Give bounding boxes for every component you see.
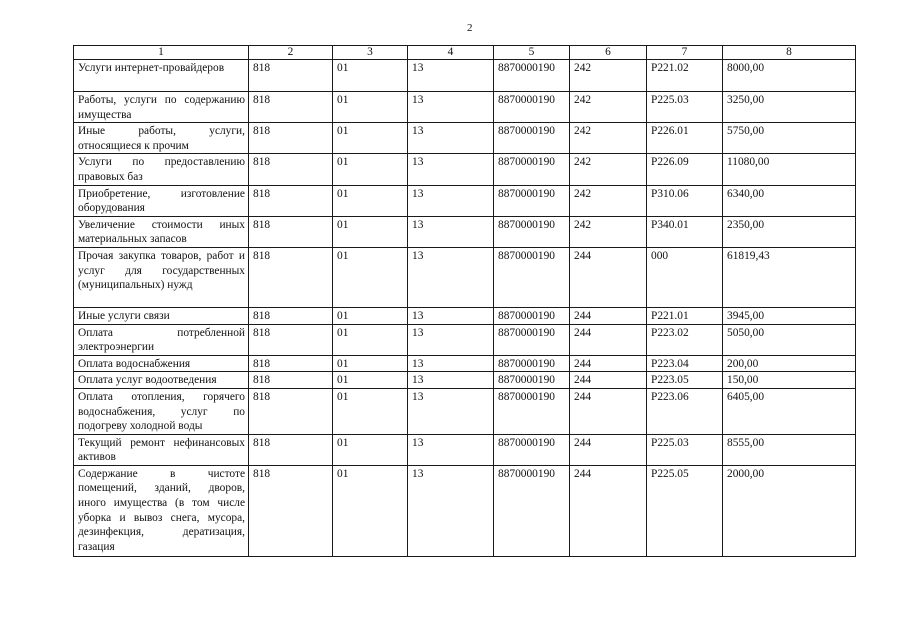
target-article-code-cell: 8870000190 — [494, 185, 570, 216]
column-header-1: 1 — [74, 46, 249, 60]
table-row — [74, 434, 856, 465]
header-row — [74, 46, 856, 60]
classifier-code-cell: Р310.06 — [647, 185, 723, 216]
amount-cell: 11080,00 — [723, 154, 856, 185]
ministry-code-cell: 818 — [249, 154, 333, 185]
classifier-code-cell: Р225.03 — [647, 434, 723, 465]
table-row — [74, 372, 856, 389]
target-article-code-cell: 8870000190 — [494, 307, 570, 324]
ministry-code-cell: 818 — [249, 307, 333, 324]
section-code-cell: 01 — [333, 123, 408, 154]
table-row — [74, 154, 856, 185]
table-row — [74, 123, 856, 154]
ministry-code-cell: 818 — [249, 60, 333, 92]
amount-cell: 61819,43 — [723, 247, 856, 307]
item-name-cell: Услуги интернет-провайдеров — [74, 60, 249, 92]
page-number: 2 — [467, 22, 473, 34]
table-row — [74, 388, 856, 434]
expense-type-code-cell: 244 — [570, 388, 647, 434]
ministry-code-cell: 818 — [249, 123, 333, 154]
target-article-code-cell: 8870000190 — [494, 154, 570, 185]
column-header-3: 3 — [333, 46, 408, 60]
classifier-code-cell: Р225.05 — [647, 465, 723, 556]
item-name-cell: Оплата услуг водоотведения — [74, 372, 249, 389]
expense-type-code-cell: 244 — [570, 247, 647, 307]
section-code-cell: 01 — [333, 324, 408, 355]
table-row — [74, 307, 856, 324]
subsection-code-cell: 13 — [408, 372, 494, 389]
item-name-cell: Приобретение, изготовление оборудования — [74, 185, 249, 216]
expense-type-code-cell: 244 — [570, 434, 647, 465]
expense-type-code-cell: 242 — [570, 154, 647, 185]
item-name-cell: Прочая закупка товаров, работ и услуг для государственных (муниципальных) нужд — [74, 247, 249, 307]
ministry-code-cell: 818 — [249, 185, 333, 216]
subsection-code-cell: 13 — [408, 434, 494, 465]
item-name-cell: Увеличение стоимости иных материальных запасов — [74, 216, 249, 247]
table-row — [74, 60, 856, 92]
item-name-cell: Услуги по предоставлению правовых баз — [74, 154, 249, 185]
ministry-code-cell: 818 — [249, 434, 333, 465]
item-name-cell: Работы, услуги по содержанию имущества — [74, 92, 249, 123]
section-code-cell: 01 — [333, 92, 408, 123]
classifier-code-cell: Р223.04 — [647, 355, 723, 372]
amount-cell: 6405,00 — [723, 388, 856, 434]
target-article-code-cell: 8870000190 — [494, 372, 570, 389]
section-code-cell: 01 — [333, 434, 408, 465]
table-row — [74, 324, 856, 355]
ministry-code-cell: 818 — [249, 92, 333, 123]
ministry-code-cell: 818 — [249, 216, 333, 247]
column-header-2: 2 — [249, 46, 333, 60]
column-header-4: 4 — [408, 46, 494, 60]
section-code-cell: 01 — [333, 247, 408, 307]
target-article-code-cell: 8870000190 — [494, 434, 570, 465]
amount-cell: 5050,00 — [723, 324, 856, 355]
classifier-code-cell: Р225.03 — [647, 92, 723, 123]
expense-type-code-cell: 244 — [570, 355, 647, 372]
item-name-cell: Оплата потребленной электроэнергии — [74, 324, 249, 355]
amount-cell: 150,00 — [723, 372, 856, 389]
subsection-code-cell: 13 — [408, 388, 494, 434]
table-row — [74, 216, 856, 247]
section-code-cell: 01 — [333, 372, 408, 389]
classifier-code-cell: Р221.01 — [647, 307, 723, 324]
column-header-8: 8 — [723, 46, 856, 60]
target-article-code-cell: 8870000190 — [494, 60, 570, 92]
section-code-cell: 01 — [333, 60, 408, 92]
ministry-code-cell: 818 — [249, 372, 333, 389]
expense-type-code-cell: 244 — [570, 307, 647, 324]
classifier-code-cell: Р223.06 — [647, 388, 723, 434]
expense-type-code-cell: 242 — [570, 216, 647, 247]
target-article-code-cell: 8870000190 — [494, 216, 570, 247]
ministry-code-cell: 818 — [249, 355, 333, 372]
expense-type-code-cell: 244 — [570, 324, 647, 355]
expense-type-code-cell: 244 — [570, 465, 647, 556]
amount-cell: 200,00 — [723, 355, 856, 372]
table-row — [74, 355, 856, 372]
amount-cell: 6340,00 — [723, 185, 856, 216]
table-row — [74, 92, 856, 123]
classifier-code-cell: Р221.02 — [647, 60, 723, 92]
target-article-code-cell: 8870000190 — [494, 92, 570, 123]
subsection-code-cell: 13 — [408, 355, 494, 372]
ministry-code-cell: 818 — [249, 465, 333, 556]
subsection-code-cell: 13 — [408, 60, 494, 92]
column-header-7: 7 — [647, 46, 723, 60]
section-code-cell: 01 — [333, 355, 408, 372]
subsection-code-cell: 13 — [408, 465, 494, 556]
subsection-code-cell: 13 — [408, 247, 494, 307]
item-name-cell: Оплата водоснабжения — [74, 355, 249, 372]
section-code-cell: 01 — [333, 185, 408, 216]
table-row — [74, 465, 856, 556]
item-name-cell: Оплата отопления, горячего водоснабжения, услуг по подогреву холодной воды — [74, 388, 249, 434]
section-code-cell: 01 — [333, 216, 408, 247]
item-name-cell: Текущий ремонт нефинансовых активов — [74, 434, 249, 465]
classifier-code-cell: Р223.02 — [647, 324, 723, 355]
section-code-cell: 01 — [333, 307, 408, 324]
expense-type-code-cell: 244 — [570, 372, 647, 389]
subsection-code-cell: 13 — [408, 216, 494, 247]
target-article-code-cell: 8870000190 — [494, 355, 570, 372]
expense-type-code-cell: 242 — [570, 123, 647, 154]
item-name-cell: Иные работы, услуги, относящиеся к прочим — [74, 123, 249, 154]
subsection-code-cell: 13 — [408, 307, 494, 324]
subsection-code-cell: 13 — [408, 185, 494, 216]
amount-cell: 2350,00 — [723, 216, 856, 247]
subsection-code-cell: 13 — [408, 324, 494, 355]
expense-type-code-cell: 242 — [570, 60, 647, 92]
item-name-cell: Иные услуги связи — [74, 307, 249, 324]
section-code-cell: 01 — [333, 388, 408, 434]
table-row — [74, 185, 856, 216]
column-header-5: 5 — [494, 46, 570, 60]
amount-cell: 8555,00 — [723, 434, 856, 465]
target-article-code-cell: 8870000190 — [494, 123, 570, 154]
table-body — [74, 60, 856, 557]
subsection-code-cell: 13 — [408, 92, 494, 123]
ministry-code-cell: 818 — [249, 388, 333, 434]
ministry-code-cell: 818 — [249, 247, 333, 307]
target-article-code-cell: 8870000190 — [494, 465, 570, 556]
expense-type-code-cell: 242 — [570, 92, 647, 123]
amount-cell: 5750,00 — [723, 123, 856, 154]
amount-cell: 3250,00 — [723, 92, 856, 123]
target-article-code-cell: 8870000190 — [494, 324, 570, 355]
classifier-code-cell: Р340.01 — [647, 216, 723, 247]
classifier-code-cell: 000 — [647, 247, 723, 307]
item-name-cell: Содержание в чистоте помещений, зданий, дворов, иного имущества (в том числе уборка и вывоз снега, мусора, дезинфекция, дератизация, газация — [74, 465, 249, 556]
subsection-code-cell: 13 — [408, 154, 494, 185]
amount-cell: 2000,00 — [723, 465, 856, 556]
section-code-cell: 01 — [333, 465, 408, 556]
budget-table — [73, 45, 856, 557]
target-article-code-cell: 8870000190 — [494, 388, 570, 434]
amount-cell: 8000,00 — [723, 60, 856, 92]
classifier-code-cell: Р223.05 — [647, 372, 723, 389]
section-code-cell: 01 — [333, 154, 408, 185]
expense-type-code-cell: 242 — [570, 185, 647, 216]
target-article-code-cell: 8870000190 — [494, 247, 570, 307]
column-header-6: 6 — [570, 46, 647, 60]
ministry-code-cell: 818 — [249, 324, 333, 355]
classifier-code-cell: Р226.01 — [647, 123, 723, 154]
amount-cell: 3945,00 — [723, 307, 856, 324]
classifier-code-cell: Р226.09 — [647, 154, 723, 185]
table-row — [74, 247, 856, 307]
subsection-code-cell: 13 — [408, 123, 494, 154]
